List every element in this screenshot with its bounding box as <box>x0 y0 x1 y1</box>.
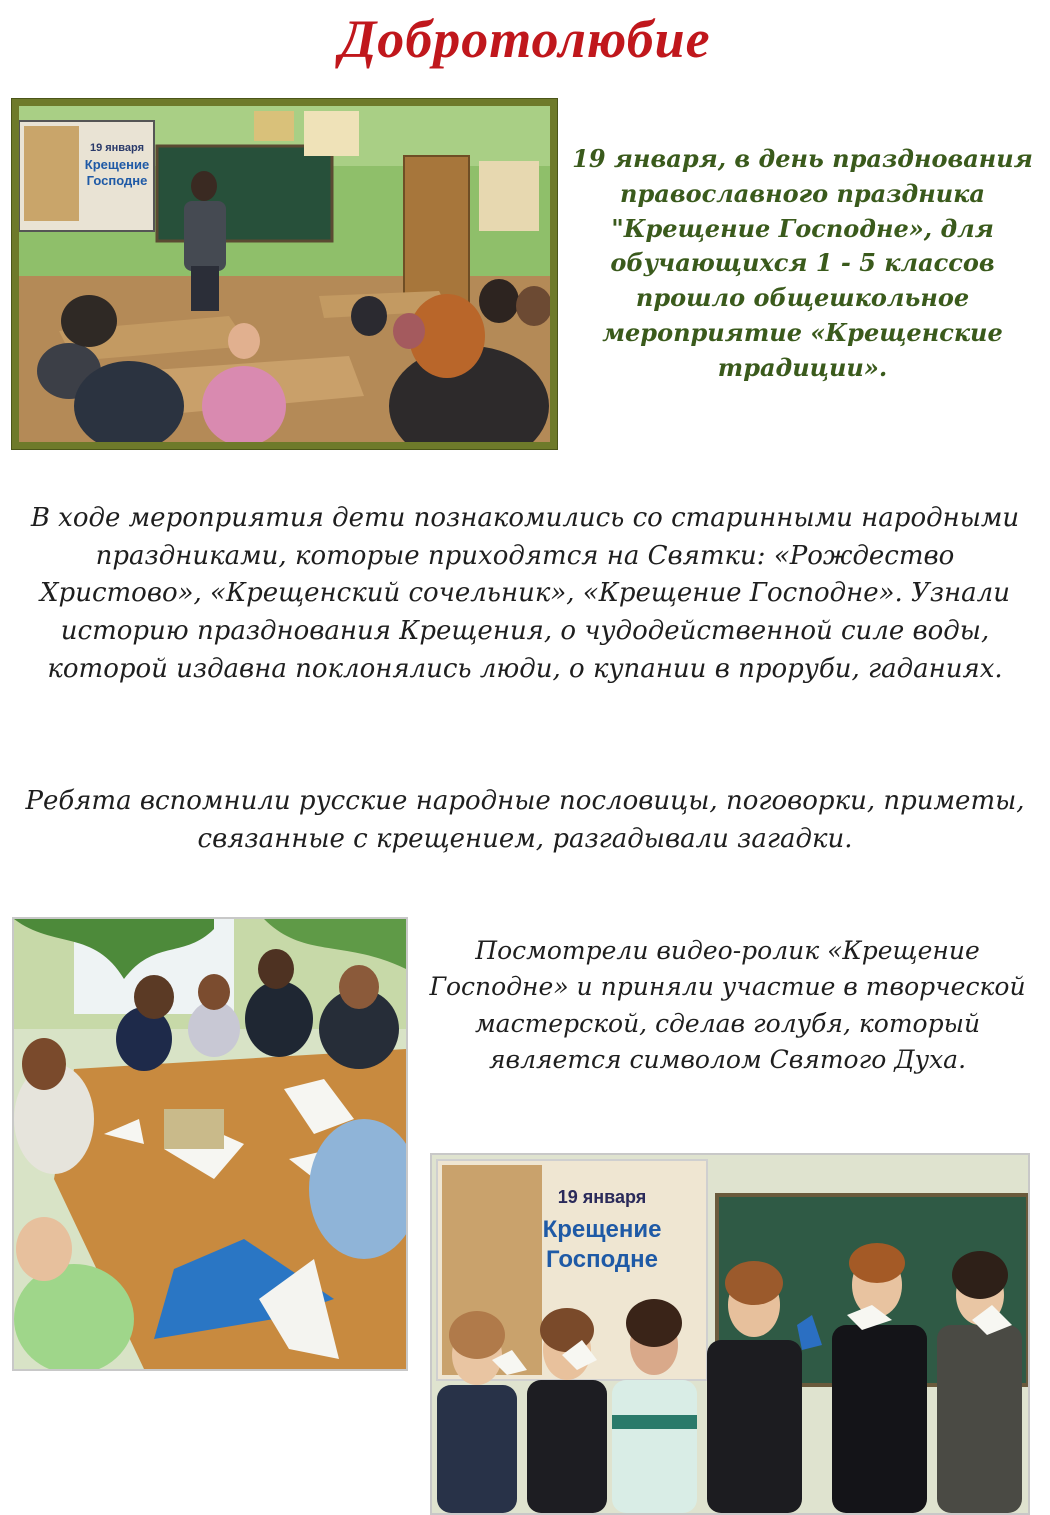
paragraph-1: В ходе мероприятия дети познакомились со старинными народными праздниками, которые приходятся на Святки: «Рождество Христово», «Крещенский сочельник», «Крещение Господне». Узнали историю празднования Крещения, о чудодейственной силе воды, которой издавна поклонялись люди, о купании в проруби, гаданиях. <box>30 503 1020 684</box>
paragraph-2: Ребята вспомнили русские народные пословицы, поговорки, приметы, связанные с крещением, разгадывали загадки. <box>25 786 1025 854</box>
page-title: Добротолюбие <box>339 9 711 69</box>
intro-text: 19 января, в день празднования православного праздника "Крещение Господне», для обучающихся 1 - 5 классов прошло общешкольное мероприятие «Крещенские традиции». <box>572 144 1033 382</box>
screen-date: 19 января <box>89 142 145 154</box>
screen-title-1: Крещение <box>542 1216 662 1243</box>
paragraph-3: Посмотрели видео-ролик «Крещение Господне» и приняли участие в творческой мастерской, сделав голубя, который является символом Святого Духа. <box>429 936 1026 1074</box>
photo-classroom-lesson <box>12 99 557 449</box>
photo-group-with-doves <box>430 1153 1030 1515</box>
group-scene-image <box>432 1155 1028 1513</box>
classroom-scene-image <box>19 106 550 442</box>
screen-title-2: Господне <box>86 173 148 188</box>
screen-title-2: Господне <box>545 1246 659 1273</box>
screen-title-1: Крещение <box>84 157 150 172</box>
screen-date: 19 января <box>557 1187 647 1207</box>
workshop-scene-image <box>14 919 406 1369</box>
photo-craft-workshop <box>12 917 408 1371</box>
